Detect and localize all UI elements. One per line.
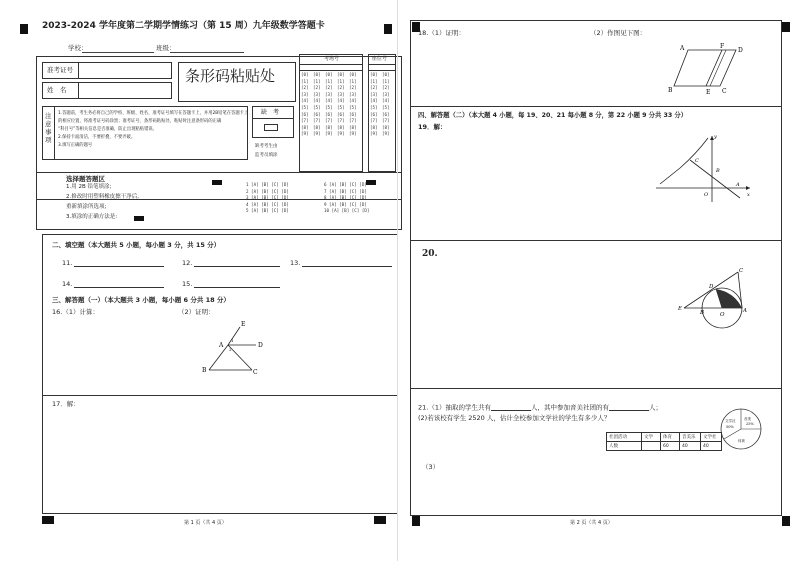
- point-label: D: [709, 284, 714, 290]
- angle-label: 2: [229, 347, 232, 352]
- class-label: 班级：: [156, 44, 176, 52]
- blank-14-field[interactable]: [74, 287, 164, 288]
- curve: [660, 138, 708, 184]
- notice-title-char: 项: [45, 136, 52, 144]
- blank-15-label: 15.: [182, 280, 193, 288]
- choice-title: 选择题答题区: [66, 175, 105, 183]
- parallelogram-figure-q18: [670, 42, 754, 98]
- segment-ac: [228, 345, 252, 370]
- choice-item[interactable]: 8 [A] [B] [C] [D]: [324, 195, 367, 201]
- barcode-placeholder: 条形码粘贴处: [185, 67, 276, 85]
- notice-line: 1.答题前，考生务必将自己的学校、班级、姓名、准考证号填写在答题卡上，并用2B铅笔在答题卡上: [58, 111, 249, 116]
- q18-part1: 18.（1）证明：: [418, 29, 465, 37]
- alignment-mark: [782, 22, 790, 32]
- q21-text: 人；: [648, 403, 662, 412]
- shaded-region: [716, 289, 742, 308]
- q21-text: 人，其中参加音美社团的有: [530, 403, 609, 412]
- alignment-mark: [782, 516, 790, 526]
- choice-item[interactable]: 3 [A] [B] [C] [D]: [246, 195, 289, 201]
- q21-text: 21.（1）抽取的学生共有: [418, 403, 491, 412]
- segment-ef: [706, 50, 722, 86]
- absent-label: 缺 考: [261, 109, 280, 116]
- pie-label: 25%: [746, 422, 754, 426]
- point-label: A: [743, 308, 747, 314]
- seat-digits[interactable]: [0] [1] [2] [3] [4] [5] [6] [7] [8] [9]: [382, 72, 390, 137]
- exam-no-field[interactable]: [79, 63, 171, 78]
- exam-room-digits[interactable]: [0] [1] [2] [3] [4] [5] [6] [7] [8] [9]: [337, 72, 345, 137]
- section-3-title: 三、解答题（一）（本大题共 3 小题，每小题 6 分共 18 分）: [52, 296, 230, 304]
- alignment-mark: [412, 516, 420, 526]
- notice-title-char: 意: [45, 120, 52, 128]
- point-label: E: [706, 89, 711, 96]
- table-cell: 40: [680, 442, 701, 451]
- blank-12-field[interactable]: [194, 266, 280, 267]
- filled-example-mark: [134, 216, 144, 221]
- seat-digits[interactable]: [0] [1] [2] [3] [4] [5] [6] [7] [8] [9]: [370, 72, 378, 137]
- q17-label: 17．解：: [52, 400, 80, 408]
- notice-title-char: 注: [45, 112, 52, 120]
- table-header: 社团活动: [607, 433, 642, 442]
- point-label: C: [722, 88, 727, 95]
- notice-title-char: 事: [45, 128, 52, 136]
- circle-figure-q20: [676, 264, 760, 348]
- name-field[interactable]: [79, 83, 171, 98]
- exam-room-digits[interactable]: [0] [1] [2] [3] [4] [5] [6] [7] [8] [9]: [301, 72, 309, 137]
- table-header: 体育: [661, 433, 680, 442]
- choice-item[interactable]: 6 [A] [B] [C] [D]: [324, 182, 367, 187]
- point-label: O: [720, 312, 725, 318]
- point-label: C: [739, 268, 744, 274]
- absent-checkbox[interactable]: [264, 124, 278, 131]
- q18-part2: （2）作图见下图：: [590, 29, 647, 37]
- page-footer: 第 2 页（共 4 页）: [570, 520, 613, 526]
- alignment-mark: [212, 180, 222, 185]
- choice-item[interactable]: 2 [A] [B] [C] [D]: [246, 188, 289, 194]
- notice-line: “科目号”等相关信息是否准确，防止出现粘贴错误。: [58, 127, 157, 132]
- exam-no-label: 准考证号: [47, 66, 73, 74]
- point-label: A: [680, 45, 685, 52]
- alignment-mark: [20, 24, 28, 34]
- point-label: B: [202, 367, 207, 374]
- exam-room-digits[interactable]: [0] [1] [2] [3] [4] [5] [6] [7] [8] [9]: [349, 72, 357, 137]
- alignment-mark: [42, 516, 54, 524]
- notice-text: [58, 110, 249, 150]
- absent-note: 监考员填涂: [255, 153, 278, 158]
- choice-item[interactable]: 10 [A] [B] [C] [D]: [324, 208, 370, 214]
- notice-line: 3.填写正确的题号: [58, 143, 93, 148]
- alignment-mark: [384, 24, 392, 34]
- pie-label: 50%: [726, 425, 734, 429]
- school-label: 学校：: [68, 44, 88, 52]
- name-label: 姓 名: [47, 86, 67, 94]
- page-footer: 第 1 页（共 4 页）: [184, 520, 227, 526]
- blank-11-label: 11.: [62, 259, 73, 267]
- divider: [42, 395, 398, 396]
- line-ab: [690, 160, 740, 198]
- section-4-title: 四、解答题（二）（本大题 4 小题，每 19、20、21 每小题 8 分，第 22 小题 9 分共 33 分）: [418, 112, 688, 119]
- pie-label: 音美: [744, 417, 751, 421]
- q21-line2: (2)若该校有学生 2520 人，估计全校参加文学社的学生有多少人？: [418, 414, 611, 422]
- choice-rule: 2.修改时用塑料橡皮擦干净后,: [66, 194, 139, 200]
- table-cell: 人数: [607, 442, 642, 451]
- blank-13-field[interactable]: [302, 266, 392, 267]
- q20-label: 20.: [422, 249, 438, 259]
- table-cell: 40: [701, 442, 722, 451]
- triangle-figure-q16: [196, 318, 272, 378]
- point-label: C: [695, 158, 699, 164]
- point-label: E: [678, 306, 683, 312]
- point-label: B: [716, 168, 720, 174]
- pie-label: 文学社: [725, 419, 736, 423]
- segment-ae: [228, 327, 240, 345]
- answer-sheet-page-1: [6, 0, 394, 561]
- segment-ef-2: [710, 50, 726, 86]
- exam-room-digits[interactable]: [0] [1] [2] [3] [4] [5] [6] [7] [8] [9]: [325, 72, 333, 137]
- answer-sheet-page-2: [410, 0, 794, 561]
- point-label: E: [241, 321, 246, 328]
- parallelogram-abcd: [674, 50, 736, 86]
- exam-room-label: 考场号: [324, 56, 340, 62]
- table-header: 音美乐: [680, 433, 701, 442]
- seat-label: 座位号: [372, 56, 388, 62]
- q16-part2: （2）证明：: [178, 308, 215, 316]
- point-label: B: [668, 87, 673, 94]
- point-label: D: [258, 342, 263, 349]
- point-label: A: [219, 342, 224, 349]
- q21-blank-total[interactable]: [491, 404, 531, 411]
- absent-note: 缺考考生由: [255, 144, 278, 149]
- table-cell: 60: [661, 442, 680, 451]
- choice-rule: 1.用 2B 铅笔填涂;: [66, 184, 112, 190]
- notice-title: [45, 112, 52, 144]
- axis-label: y: [714, 134, 717, 140]
- blank-11-field[interactable]: [74, 266, 164, 267]
- point-label: C: [253, 369, 258, 376]
- blank-14-label: 14.: [62, 280, 73, 288]
- notice-line: 2.保持卡面清洁，不要折叠，不要弄破。: [58, 135, 136, 140]
- choice-item[interactable]: 1 [A] [B] [C] [D]: [246, 182, 289, 187]
- choice-item[interactable]: 7 [A] [B] [C] [D]: [324, 188, 367, 194]
- q16-part1: 16.（1）计算：: [52, 308, 99, 316]
- pie-label: 体育: [738, 439, 745, 443]
- q21-part3: （3）: [422, 463, 440, 471]
- point-label: D: [738, 47, 743, 54]
- axis-label: x: [747, 192, 750, 198]
- choice-rule: 3.填涂的正确方法是:: [66, 214, 118, 220]
- section-2-title: 二、填空题（本大题共 5 小题，每小题 3 分，共 15 分）: [52, 241, 221, 249]
- alignment-mark: [374, 516, 386, 524]
- choice-item[interactable]: 4 [A] [B] [C] [D]: [246, 201, 289, 207]
- class-field[interactable]: [170, 52, 244, 53]
- notice-line: 的相应位置，将准考证号码涂黑；准考证号、条形码粘贴处，粘贴时注意条形码的正确: [58, 119, 222, 124]
- blank-12-label: 12.: [182, 259, 193, 267]
- choice-rule: 重新填涂所选项;: [66, 204, 107, 210]
- choice-item[interactable]: 5 [A] [B] [C] [D]: [246, 208, 289, 214]
- table-header: 文学: [642, 433, 661, 442]
- point-label: O: [704, 192, 709, 198]
- angle-label: 1: [231, 338, 234, 343]
- blank-13-label: 13.: [290, 259, 301, 267]
- q19-label: 19．解：: [418, 123, 447, 131]
- point-label: B: [700, 310, 705, 316]
- club-table: [606, 432, 722, 451]
- point-label: F: [720, 43, 725, 50]
- table-cell: [642, 442, 661, 451]
- exam-room-digits[interactable]: [0] [1] [2] [3] [4] [5] [6] [7] [8] [9]: [313, 72, 321, 137]
- page-gutter: [397, 0, 398, 561]
- function-graph-q19: [650, 132, 754, 204]
- divider: [410, 106, 782, 107]
- q21-line1: [418, 404, 662, 411]
- divider: [410, 240, 782, 241]
- choice-item[interactable]: 9 [A] [B] [C] [D]: [324, 201, 367, 207]
- pie-chart-q21: [718, 406, 764, 452]
- point-label: A: [736, 182, 740, 188]
- sheet-title: 2023-2024 学年度第二学期学情练习（第 15 周）九年级数学答题卡: [42, 21, 325, 31]
- divider: [410, 388, 782, 389]
- school-field[interactable]: [82, 52, 154, 53]
- blank-15-field[interactable]: [194, 287, 280, 288]
- q21-blank-music[interactable]: [609, 404, 649, 411]
- table-header: 文学社: [701, 433, 722, 442]
